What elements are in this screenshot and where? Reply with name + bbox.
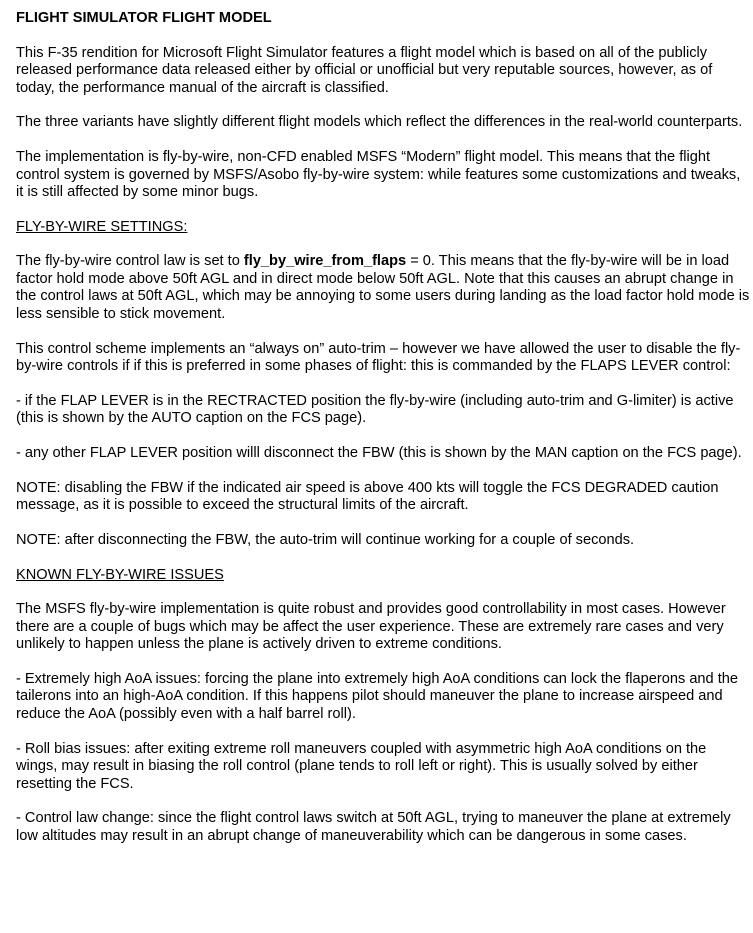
fbw-control-law-paragraph <box>16 253 751 323</box>
fbw-retracted-bullet: - if the FLAP LEVER is in the RECTRACTED position the fly-by-wire (including auto-trim and G-limiter) is active (this is shown by the AUTO caption on the FCS page). <box>16 392 734 427</box>
intro-paragraph-1: This F-35 rendition for Microsoft Flight Simulator features a flight model which is based on all of the publicly released performance data released either by official or unofficial but very reputable sources, however, as of today, the performance manual of the aircraft is classified. <box>16 44 713 96</box>
issue-roll-bias: - Roll bias issues: after exiting extreme roll maneuvers coupled with asymmetric high AoA conditions on the wings, may result in biasing the roll control (plane tends to roll left or right). This is usually solved by either resetting the FCS. <box>16 740 707 792</box>
issue-control-law-change: - Control law change: since the flight control laws switch at 50ft AGL, trying to maneuver the plane at extremely low altitudes may result in an abrupt change of maneuverability which can be dangerous in some cases. <box>16 810 731 844</box>
document-title: FLIGHT SIMULATOR FLIGHT MODEL <box>16 10 272 26</box>
fbw-other-position-bullet: - any other FLAP LEVER position willl disconnect the FBW (this is shown by the MAN caption on the FCS page). <box>16 445 742 461</box>
issue-high-aoa: - Extremely high AoA issues: forcing the plane into extremely high AoA conditions can lock the flaperons and the tailerons into an high-AoA condition. If this happens pilot should maneuver the plane to increase airspeed and reduce the AoA (possibly even with a half barrel roll). <box>16 670 739 722</box>
fbw-note-auto-trim: NOTE: after disconnecting the FBW, the auto-trim will continue working for a couple of seconds. <box>16 531 635 548</box>
fbw-auto-trim-paragraph: This control scheme implements an “always on” auto-trim – however we have allowed the user to disable the fly-by-wire controls if if this is preferred in some phases of flight: this is commanded by the FLAPS LEVER control: <box>16 340 741 375</box>
fbw-note-degraded: NOTE: disabling the FBW if the indicated air speed is above 400 kts will toggle the FCS DEGRADED caution message, as it is possible to exceed the structural limits of the aircraft. <box>16 479 719 514</box>
control-law-text-before: The fly-by-wire control law is set to <box>16 253 244 270</box>
control-law-text-after: = 0. This means that the fly-by-wire will be in load factor hold mode above 50ft AGL and in direct mode below 50ft AGL. Note that this causes an abrupt change in the control laws at 50ft AGL, which may be annoying to some users during landing as the load factor hold mode is less sensible to stick movement. <box>16 253 750 322</box>
document-page <box>16 10 751 863</box>
known-issues-intro: The MSFS fly-by-wire implementation is quite robust and provides good controllability in most cases. However there are a couple of bugs which may be affect the user experience. These are extremely rare cases and very unlikely to happen unless the plane is actively driven to extreme conditions. <box>16 601 726 653</box>
control-law-parameter: fly_by_wire_from_flaps <box>243 253 407 270</box>
intro-paragraph-2: The three variants have slightly different flight models which reflect the differences in the real-world counterparts. <box>16 114 743 131</box>
intro-paragraph-3: The implementation is fly-by-wire, non-CFD enabled MSFS “Modern” flight model. This means that the flight control system is governed by MSFS/Asobo fly-by-wire system: while features some customizations and tweaks, it is still affected by some minor bugs. <box>16 149 741 201</box>
fbw-settings-heading: FLY-BY-WIRE SETTINGS: <box>16 218 188 235</box>
known-issues-heading: KNOWN FLY-BY-WIRE ISSUES <box>16 566 224 583</box>
